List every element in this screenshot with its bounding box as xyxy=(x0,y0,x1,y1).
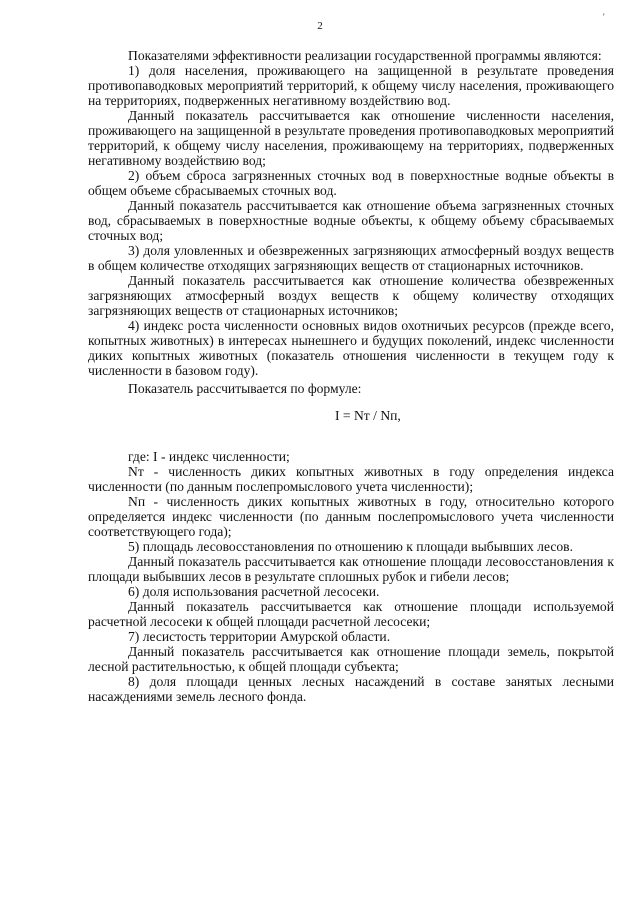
list-item-3: 3) доля уловленных и обезвреженных загрязняющих атмосферный воздух веществ в общем количестве отходящих загрязняющих веществ от стационарных источников. xyxy=(88,243,614,273)
page-number: 2 xyxy=(317,20,323,32)
paragraph: Данный показатель рассчитывается как отношение площади земель, покрытой лесной растительностью, к общей площади субъекта; xyxy=(88,644,614,674)
paragraph: Данный показатель рассчитывается как отношение объема загрязненных сточных вод, сбрасываемых в поверхностные водные объекты, к общему объему сбрасываемых сточных вод; xyxy=(88,198,614,243)
list-item-5: 5) площадь лесовосстановления по отношению к площади выбывших лесов. xyxy=(128,539,573,554)
paragraph: Показателями эффективности реализации государственной программы являются: xyxy=(128,48,602,63)
paragraph: Данный показатель рассчитывается как отношение численности населения, проживающего на защищенной в результате проведения противопаводковых мероприятий территорий, к общему числу населения, проживающему на территориях, подверженных негативному воздействию вод; xyxy=(88,108,614,168)
list-item-7: 7) лесистость территории Амурской области. xyxy=(128,629,391,644)
paragraph: Данный показатель рассчитывается как отношение количества обезвреженных загрязняющих атмосферный воздух веществ к общему количеству отходящих загрязняющих веществ от стационарных источников; xyxy=(88,273,614,318)
formula-legend: где: I - индекс численности; xyxy=(128,449,290,464)
list-item-8: 8) доля площади ценных лесных насаждений в составе занятых лесными насаждениями земель лесного фонда. xyxy=(88,674,614,704)
list-item-6: 6) доля использования расчетной лесосеки. xyxy=(128,584,380,599)
formula: I = Nт / Nп, xyxy=(335,408,401,423)
formula-legend: Nп - численность диких копытных животных в году, относительно которого определяется индекс численности (по данным послепромыслового учета численности соответствующего года); xyxy=(88,494,614,539)
list-item-1: 1) доля населения, проживающего на защищенной в результате проведения противопаводковых мероприятий территорий, к общему числу населения, проживающего на территориях, подверженных негативному воздействию вод. xyxy=(88,63,614,108)
paragraph: Данный показатель рассчитывается как отношение площади используемой расчетной лесосеки к общей площади расчетной лесосеки; xyxy=(88,599,614,629)
formula-intro: Показатель рассчитывается по формуле: xyxy=(128,381,362,396)
list-item-4: 4) индекс роста численности основных видов охотничьих ресурсов (прежде всего, копытных животных) в интересах нынешнего и будущих поколений, индекс численности диких копытных животных (показатель отношения численности в текущем году к численности в базовом году). xyxy=(88,318,614,378)
scan-mark: ' xyxy=(603,12,605,22)
list-item-2: 2) объем сброса загрязненных сточных вод в поверхностные водные объекты в общем объеме сбрасываемых сточных вод. xyxy=(88,168,614,198)
formula-legend: Nт - численность диких копытных животных в году определения индекса численности (по данным послепромыслового учета численности); xyxy=(88,464,614,494)
document-body xyxy=(88,48,614,704)
paragraph: Данный показатель рассчитывается как отношение площади лесовосстановления к площади выбывших лесов в результате сплошных рубок и гибели лесов; xyxy=(88,554,614,584)
